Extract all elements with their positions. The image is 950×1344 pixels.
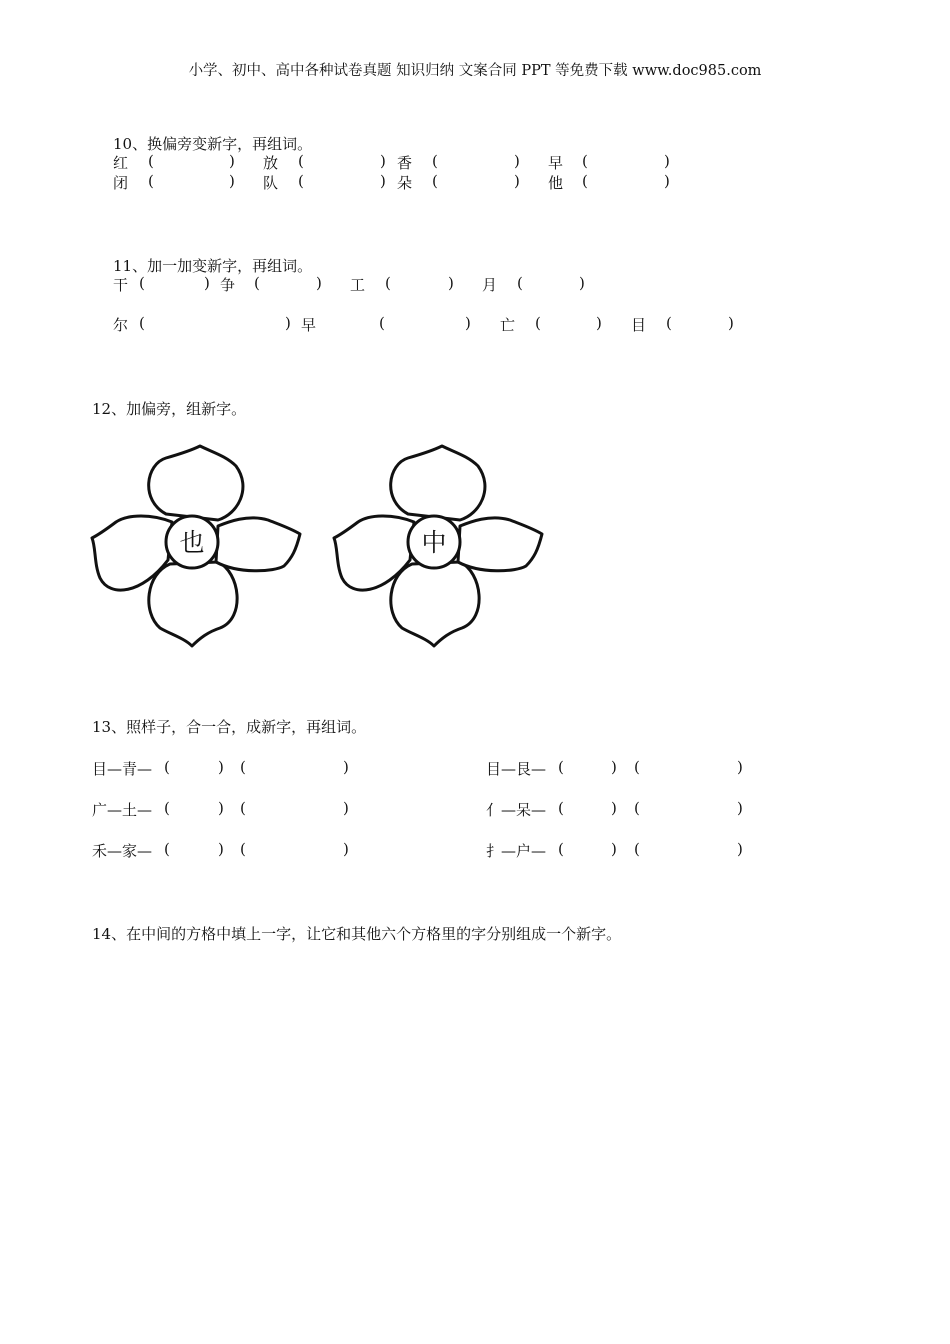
paren-close: ) <box>514 152 520 170</box>
paren-close: ) <box>229 152 235 170</box>
paren-open: ( <box>385 274 391 292</box>
paren-close: ) <box>380 172 386 190</box>
paren-open: ( <box>164 758 170 776</box>
q13-formula: 目—艮— <box>486 760 547 778</box>
paren-close: ) <box>737 758 743 776</box>
paren-close: ) <box>611 758 617 776</box>
paren-close: ) <box>579 274 585 292</box>
paren-open: ( <box>240 758 246 776</box>
paren-open: ( <box>139 314 145 332</box>
q13-formula: 目—青— <box>92 760 153 778</box>
paren-open: ( <box>298 152 304 170</box>
q10-char: 早 <box>548 154 564 172</box>
paren-open: ( <box>582 172 588 190</box>
paren-close: ) <box>218 799 224 817</box>
paren-open: ( <box>582 152 588 170</box>
q11-char: 月 <box>482 276 498 294</box>
paren-close: ) <box>229 172 235 190</box>
paren-open: ( <box>298 172 304 190</box>
paren-open: ( <box>164 799 170 817</box>
q11-title: 11、加一加变新字，再组词。 <box>113 257 313 275</box>
paren-close: ) <box>611 799 617 817</box>
paren-close: ) <box>218 758 224 776</box>
flower-diagram-1 <box>88 442 304 652</box>
paren-close: ) <box>343 758 349 776</box>
q13-title: 13、照样子，合一合，成新字，再组词。 <box>92 718 367 736</box>
paren-close: ) <box>611 840 617 858</box>
q14-title: 14、在中间的方格中填上一字，让它和其他六个方格里的字分别组成一个新字。 <box>92 925 622 943</box>
q11-char: 工 <box>350 276 366 294</box>
q13-formula: 亻—呆— <box>486 801 547 819</box>
q10-char: 红 <box>113 154 129 172</box>
paren-open: ( <box>379 314 385 332</box>
paren-open: ( <box>634 840 640 858</box>
paren-open: ( <box>666 314 672 332</box>
q13-formula: 广—土— <box>92 801 153 819</box>
paren-close: ) <box>465 314 471 332</box>
paren-close: ) <box>448 274 454 292</box>
q13-formula: 扌—户— <box>486 842 547 860</box>
paren-close: ) <box>316 274 322 292</box>
paren-open: ( <box>535 314 541 332</box>
paren-close: ) <box>218 840 224 858</box>
q11-char: 亡 <box>500 316 516 334</box>
paren-close: ) <box>380 152 386 170</box>
paren-close: ) <box>285 314 291 332</box>
paren-open: ( <box>254 274 260 292</box>
q11-char: 早 <box>301 316 317 334</box>
paren-open: ( <box>148 172 154 190</box>
paren-close: ) <box>664 152 670 170</box>
paren-close: ) <box>596 314 602 332</box>
q10-char: 闭 <box>113 174 129 192</box>
paren-open: ( <box>139 274 145 292</box>
q10-title: 10、换偏旁变新字，再组词。 <box>113 135 313 153</box>
q11-char: 争 <box>220 276 236 294</box>
paren-close: ) <box>737 840 743 858</box>
q10-char: 朵 <box>397 174 413 192</box>
paren-open: ( <box>517 274 523 292</box>
paren-close: ) <box>728 314 734 332</box>
paren-close: ) <box>343 840 349 858</box>
paren-open: ( <box>634 799 640 817</box>
flower-diagram-2 <box>330 442 546 652</box>
q10-char: 放 <box>263 154 279 172</box>
paren-close: ) <box>343 799 349 817</box>
paren-close: ) <box>204 274 210 292</box>
q10-char: 他 <box>548 174 564 192</box>
paren-open: ( <box>148 152 154 170</box>
paren-open: ( <box>432 152 438 170</box>
q11-char: 目 <box>631 316 647 334</box>
q11-char: 干 <box>113 276 129 294</box>
paren-close: ) <box>664 172 670 190</box>
paren-open: ( <box>432 172 438 190</box>
paren-open: ( <box>558 758 564 776</box>
paren-open: ( <box>240 840 246 858</box>
paren-open: ( <box>558 840 564 858</box>
q13-formula: 禾—家— <box>92 842 153 860</box>
paren-open: ( <box>558 799 564 817</box>
paren-close: ) <box>737 799 743 817</box>
flower-center-char: 也 <box>179 528 205 557</box>
paren-open: ( <box>634 758 640 776</box>
q10-char: 香 <box>397 154 413 172</box>
flower-center-char: 中 <box>421 528 447 557</box>
paren-close: ) <box>514 172 520 190</box>
page-header: 小学、初中、高中各种试卷真题 知识归纳 文案合同 PPT 等免费下载 www.doc985.com <box>188 63 762 79</box>
q12-title: 12、加偏旁，组新字。 <box>92 400 247 418</box>
paren-open: ( <box>164 840 170 858</box>
paren-open: ( <box>240 799 246 817</box>
q11-char: 尔 <box>113 316 129 334</box>
q10-char: 队 <box>263 174 279 192</box>
